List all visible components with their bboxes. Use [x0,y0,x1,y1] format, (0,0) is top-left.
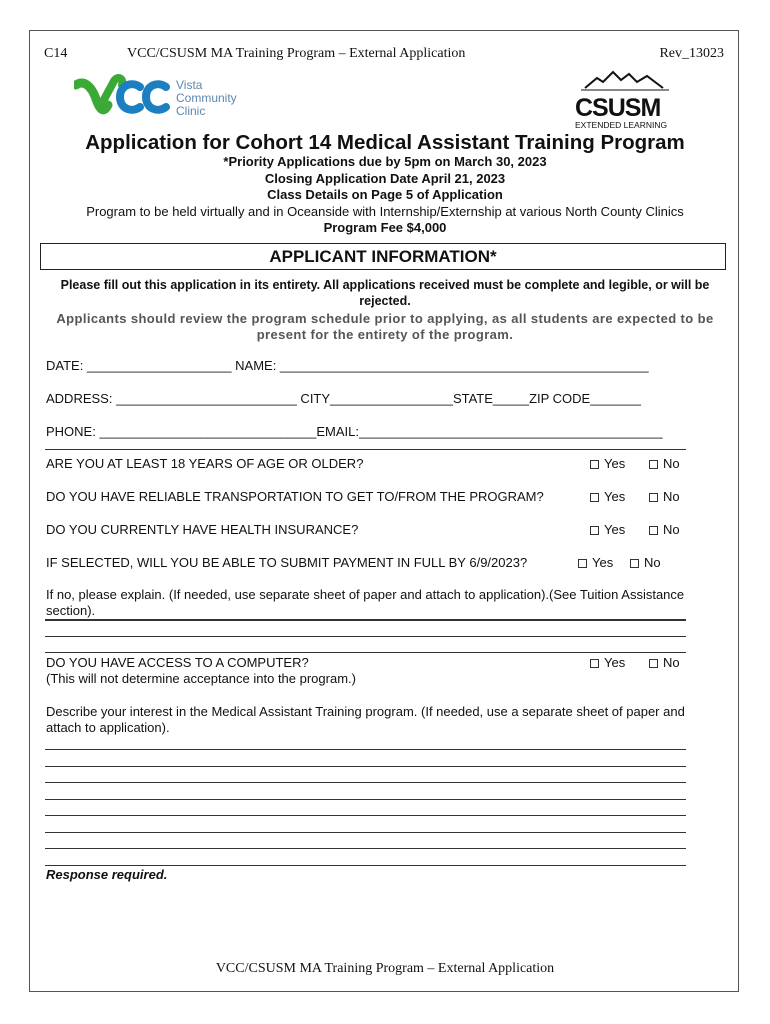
interest-answer-line[interactable] [45,782,686,783]
vcc-logo [74,73,254,121]
page-footer: VCC/CSUSM MA Training Program – External Application [215,961,555,976]
header-title: VCC/CSUSM MA Training Program – External Application [127,46,466,61]
closing-date: Closing Application Date April 21, 2023 [264,171,506,186]
explain-prompt: If no, please explain. (If needed, use separate sheet of paper and attach to application).(See Tuition Assistance section). [46,587,685,618]
checkbox-icon [649,460,658,469]
interest-answer-line[interactable] [45,848,686,849]
csusm-logo-mark [573,64,677,130]
insurance-no-checkbox[interactable]: No [649,522,680,537]
interest-answer-line[interactable] [45,832,686,833]
interest-answer-line[interactable] [45,815,686,816]
phone-email-field[interactable]: PHONE: ______________________________EMAIL:__________________________________________ [46,424,663,439]
payment-no-checkbox[interactable]: No [630,555,661,570]
svg-text:Clinic: Clinic [176,104,206,118]
checkbox-icon [590,460,599,469]
interest-answer-line[interactable] [45,766,686,767]
age-no-checkbox[interactable]: No [649,456,680,471]
insurance-yes-checkbox[interactable]: Yes [590,522,625,537]
csusm-logo [573,64,677,130]
transportation-no-checkbox[interactable]: No [649,489,680,504]
program-fee: Program Fee $4,000 [323,220,447,235]
vcc-logo-mark [74,73,254,121]
interest-answer-line[interactable] [45,749,686,750]
question-payment: IF SELECTED, WILL YOU BE ABLE TO SUBMIT PAYMENT IN FULL BY 6/9/2023? [46,555,528,570]
answer-line[interactable] [45,652,686,653]
checkbox-icon [649,493,658,502]
svg-text:CSUSM: CSUSM [575,94,661,122]
section-heading: APPLICANT INFORMATION* [40,243,726,270]
priority-deadline: *Priority Applications due by 5pm on March 30, 2023 [223,154,547,169]
program-location: Program to be held virtually and in Oceanside with Internship/Externship at various North County Clinics [86,204,684,219]
checkbox-icon [590,493,599,502]
answer-line[interactable] [45,636,686,637]
transportation-yes-checkbox[interactable]: Yes [590,489,625,504]
schedule-instructions: Applicants should review the program schedule prior to applying, as all students are expected to be present for the entirety of the program. [56,311,714,342]
checkbox-icon [590,659,599,668]
computer-no-checkbox[interactable]: No [649,655,680,670]
checkbox-icon [649,659,658,668]
payment-yes-checkbox[interactable]: Yes [578,555,613,570]
svg-text:Community: Community [176,91,237,105]
interest-answer-line[interactable] [45,799,686,800]
interest-prompt: Describe your interest in the Medical Assistant Training program. (If needed, use a separate sheet of paper and attach to application). [46,704,685,735]
checkbox-icon [590,526,599,535]
question-computer: DO YOU HAVE ACCESS TO A COMPUTER? [46,655,309,670]
fill-instructions: Please fill out this application in its entirety. All applications received must be complete and legible, or will be rejected. [60,278,710,308]
divider [45,449,686,450]
address-field[interactable]: ADDRESS: _________________________ CITY_________________STATE_____ZIP CODE_______ [46,391,641,406]
checkbox-icon [649,526,658,535]
class-details-note: Class Details on Page 5 of Application [267,187,503,202]
checkbox-icon [630,559,639,568]
checkbox-icon [578,559,587,568]
svg-text:EXTENDED LEARNING: EXTENDED LEARNING [575,120,668,130]
answer-line[interactable] [45,619,686,621]
age-yes-checkbox[interactable]: Yes [590,456,625,471]
computer-yes-checkbox[interactable]: Yes [590,655,625,670]
question-insurance: DO YOU CURRENTLY HAVE HEALTH INSURANCE? [46,522,359,537]
form-code: C14 [44,46,68,61]
response-required-note: Response required. [46,867,168,882]
revision-label: Rev_13023 [659,46,724,61]
interest-answer-line[interactable] [45,865,686,866]
page-title: Application for Cohort 14 Medical Assistant Training Program [85,131,685,154]
svg-text:Vista: Vista [176,78,203,92]
question-age: ARE YOU AT LEAST 18 YEARS OF AGE OR OLDER? [46,456,364,471]
question-transportation: DO YOU HAVE RELIABLE TRANSPORTATION TO GET TO/FROM THE PROGRAM? [46,489,544,504]
date-name-field[interactable]: DATE: ____________________ NAME: ___________________________________________________ [46,358,649,373]
computer-note: (This will not determine acceptance into the program.) [46,671,356,686]
